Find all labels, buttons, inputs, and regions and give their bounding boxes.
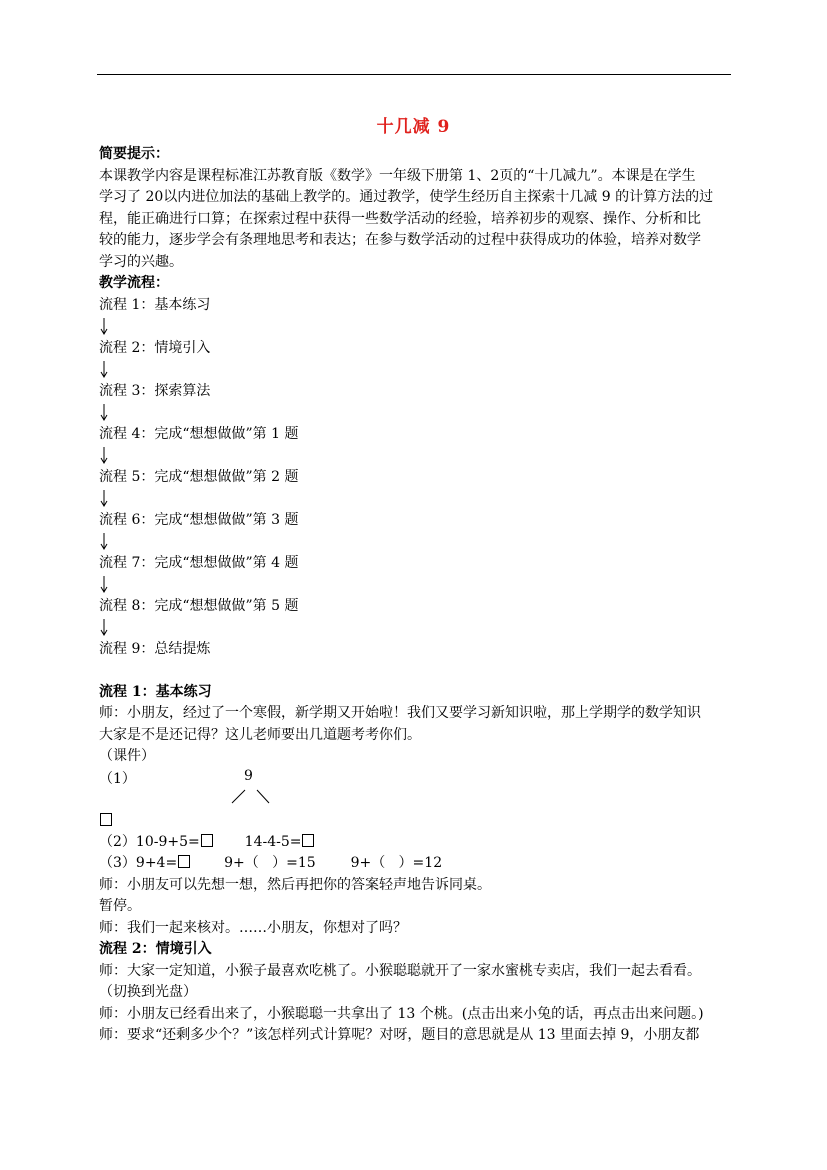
summary-line: 程，能正确进行口算；在探索过程中获得一些数学活动的经验，培养初步的观察、操作、分析和比 [99, 210, 701, 227]
number-decomposition [99, 768, 731, 832]
answer-box [302, 834, 314, 847]
question-row [99, 832, 731, 854]
section1-heading: 流程 1：基本练习 [99, 683, 212, 700]
header-rule [97, 74, 731, 75]
flow-step: 流程 6：完成“想想做做”第 3 题 [99, 511, 299, 528]
question-label: （1） [99, 770, 136, 787]
answer-box [201, 834, 213, 847]
teacher-line: 师：小朋友，经过了一个寒假，新学期又开始啦！我们又要学习新知识啦，那上学期学的数学知识 [99, 705, 701, 722]
question-label: （2） [99, 833, 136, 850]
expression: 9+4= [135, 855, 178, 872]
teacher-line: 师：大家一定知道，小猴子最喜欢吃桃了。小猴聪聪就开了一家水蜜桃专卖店，我们一起去看看。 [99, 962, 701, 979]
stage-note: （切换到光盘） [99, 984, 197, 1001]
flow-heading: 教学流程： [99, 275, 169, 292]
summary-line: 学习的兴趣。 [99, 253, 183, 270]
teacher-line: 师：小朋友可以先想一想，然后再把你的答案轻声地告诉同桌。 [99, 876, 491, 893]
pause-note: 暂停。 [99, 898, 141, 915]
flow-step: 流程 3：探索算法 [99, 382, 211, 399]
down-arrow-icon [99, 316, 731, 338]
tree-number: 9 [244, 767, 253, 784]
section2-heading: 流程 2：情境引入 [99, 941, 212, 958]
answer-box [178, 855, 190, 868]
teacher-line: 大家是不是还记得？这儿老师要出几道题考考你们。 [99, 726, 421, 743]
summary-line: 较的能力，逐步学会有条理地思考和表达；在参与数学活动的过程中获得成功的体验，培养对数学 [99, 232, 701, 249]
flow-step: 流程 4：完成“想想做做”第 1 题 [99, 425, 299, 442]
down-arrow-icon [99, 617, 731, 639]
document-body [99, 144, 731, 1047]
flow-step: 流程 7：完成“想想做做”第 4 题 [99, 554, 299, 571]
question-row [99, 853, 731, 875]
page-title: 十几减 9 [376, 117, 451, 137]
down-arrow-icon [99, 574, 731, 596]
question-label: （3） [99, 855, 136, 872]
expression: 9+（ ）=15 [224, 855, 316, 872]
teacher-line: 师：我们一起来核对。……小朋友，你想对了吗？ [99, 919, 407, 936]
flow-step: 流程 8：完成“想想做做”第 5 题 [99, 597, 299, 614]
summary-paragraph [99, 166, 731, 274]
teacher-line: 师：小朋友已经看出来了，小猴聪聪一共拿出了 13 个桃。(点击出来小兔的话，再点击出来问题。) [99, 1005, 704, 1022]
down-arrow-icon [99, 531, 731, 553]
summary-line: 学习了 20以内进位加法的基础上教学的。通过教学，使学生经历自主探索十几减 9 的计算方法的过 [99, 189, 714, 206]
flow-step: 流程 1：基本练习 [99, 296, 211, 313]
flow-step: 流程 5：完成“想想做做”第 2 题 [99, 468, 299, 485]
down-arrow-icon [99, 488, 731, 510]
down-arrow-icon [99, 445, 731, 467]
summary-line: 本课教学内容是课程标准江苏教育版《数学》一年级下册第 1、2页的“十几减九”。本课是在学生 [99, 167, 696, 184]
spacer [99, 660, 731, 682]
summary-heading: 简要提示： [99, 146, 169, 162]
courseware-note: （课件） [99, 748, 155, 765]
flow-step: 流程 9：总结提炼 [99, 640, 211, 657]
answer-box [100, 813, 112, 826]
expression: 14-4-5= [244, 833, 302, 850]
expression: 10-9+5= [135, 833, 200, 850]
expression: 9+（ ）=12 [350, 855, 443, 872]
split-lines-icon [227, 788, 277, 806]
down-arrow-icon [99, 359, 731, 381]
flow-step: 流程 2：情境引入 [99, 339, 211, 356]
teacher-line: 师：要求“还剩多少个？”该怎样列式计算呢？对呀，题目的意思就是从 13 里面去掉 9，小朋友都 [99, 1027, 700, 1044]
down-arrow-icon [99, 402, 731, 424]
